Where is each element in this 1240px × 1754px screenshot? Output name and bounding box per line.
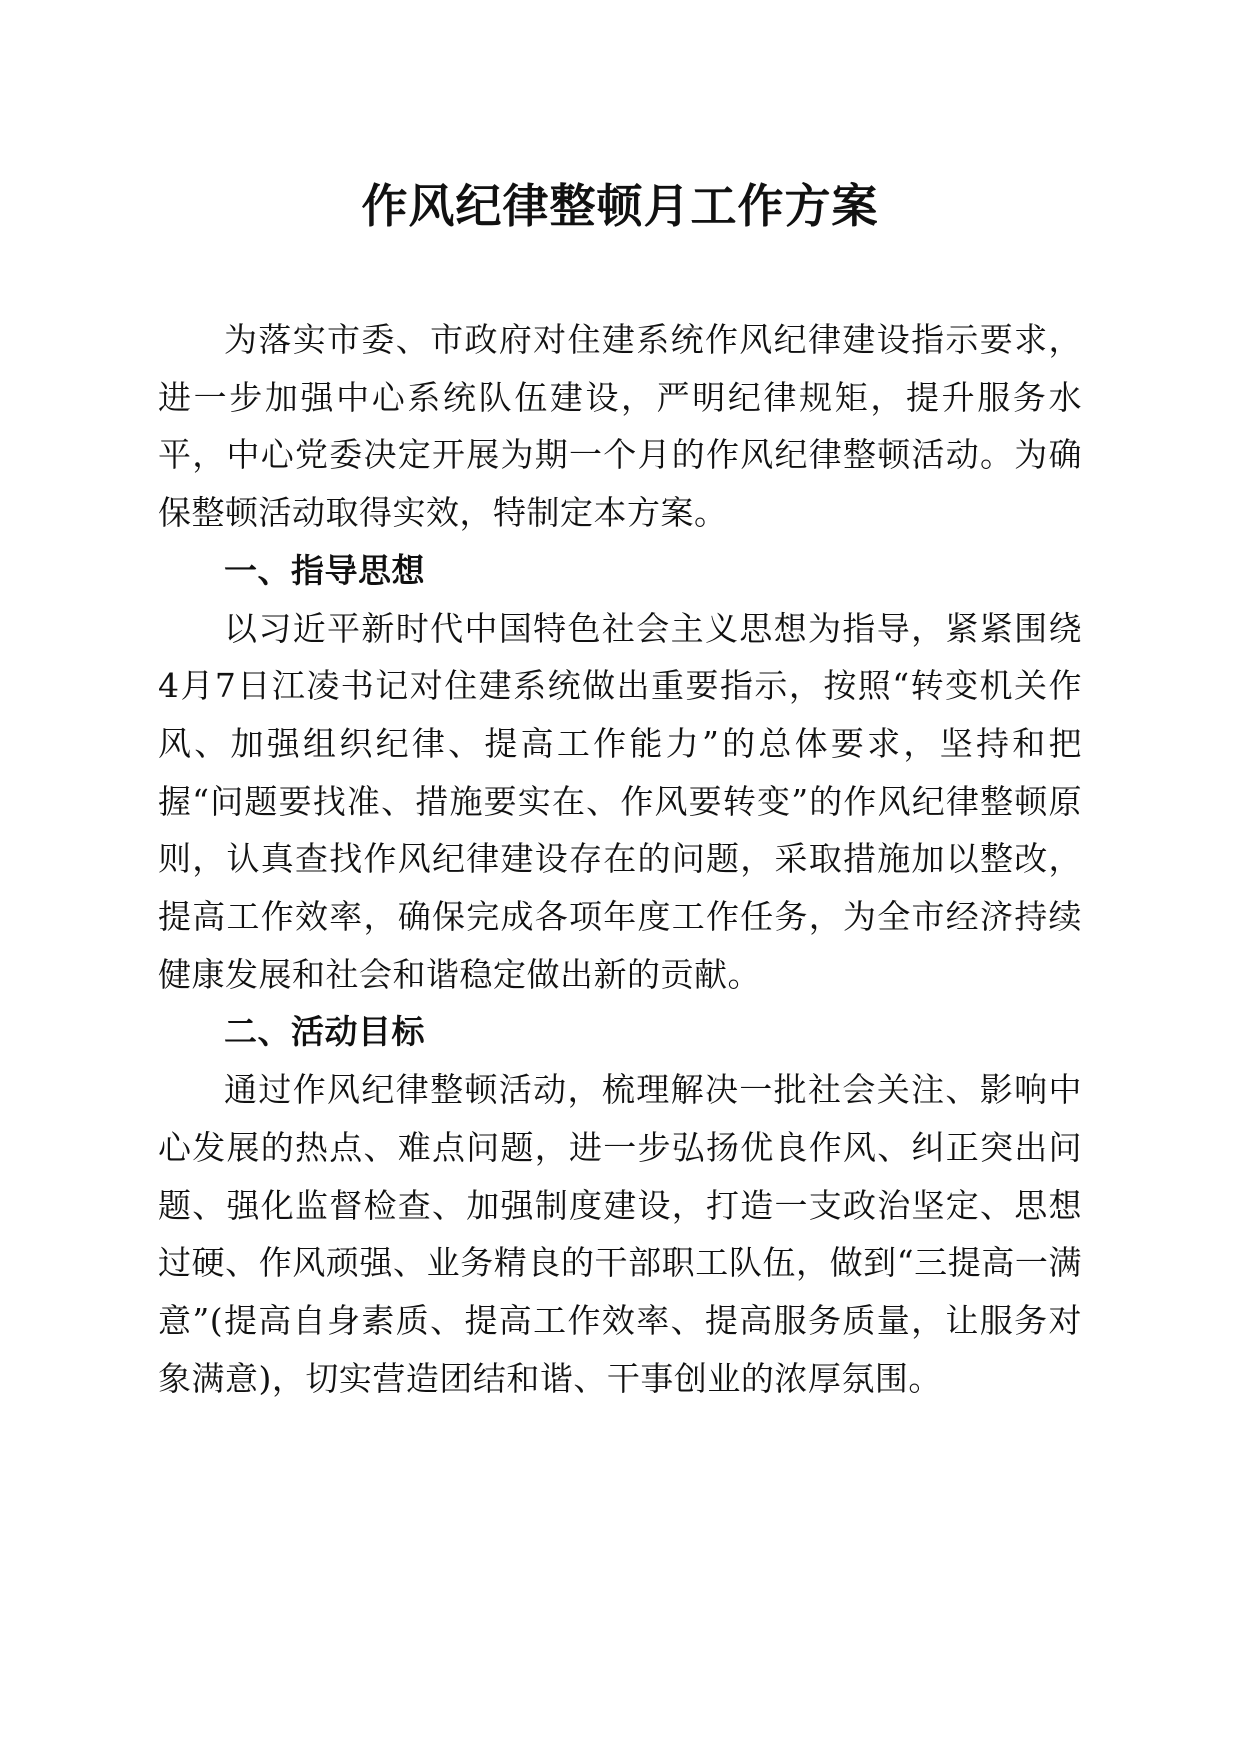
section-heading: 一、指导思想 <box>224 550 425 590</box>
section-guiding-ideology <box>158 542 1082 1004</box>
intro-paragraph: 为落实市委、市政府对住建系统作风纪律建设指示要求，进一步加强中心系统队伍建设，严明纪律规矩，提升服务水平，中心党委决定开展为期一个月的作风纪律整顿活动。为确保整顿活动取得实效，特制定本方案。 <box>158 320 1082 533</box>
section-paragraph: 以习近平新时代中国特色社会主义思想为指导，紧紧围绕4月7日江凌书记对住建系统做出重要指示，按照“转变机关作风、加强组织纪律、提高工作能力”的总体要求，坚持和把握“问题要找准、措施要实在、作风要转变”的作风纪律整顿原则，认真查找作风纪律建设存在的问题，采取措施加以整改，提高工作效率，确保完成各项年度工作任务，为全市经济持续健康发展和社会和谐稳定做出新的贡献。 <box>158 608 1082 994</box>
document-body <box>158 311 1082 1407</box>
document-title: 作风纪律整顿月工作方案 <box>361 179 879 233</box>
section-paragraph: 通过作风纪律整顿活动，梳理解决一批社会关注、影响中心发展的热点、难点问题，进一步弘扬优良作风、纠正突出问题、强化监督检查、加强制度建设，打造一支政治坚定、思想过硬、作风顽强、业务精良的干部职工队伍，做到“三提高一满意”(提高自身素质、提高工作效率、提高服务质量，让服务对象满意)，切实营造团结和谐、干事创业的浓厚氛围。 <box>158 1070 1082 1398</box>
section-heading: 二、活动目标 <box>224 1012 425 1052</box>
section-activity-goals <box>158 1003 1082 1407</box>
